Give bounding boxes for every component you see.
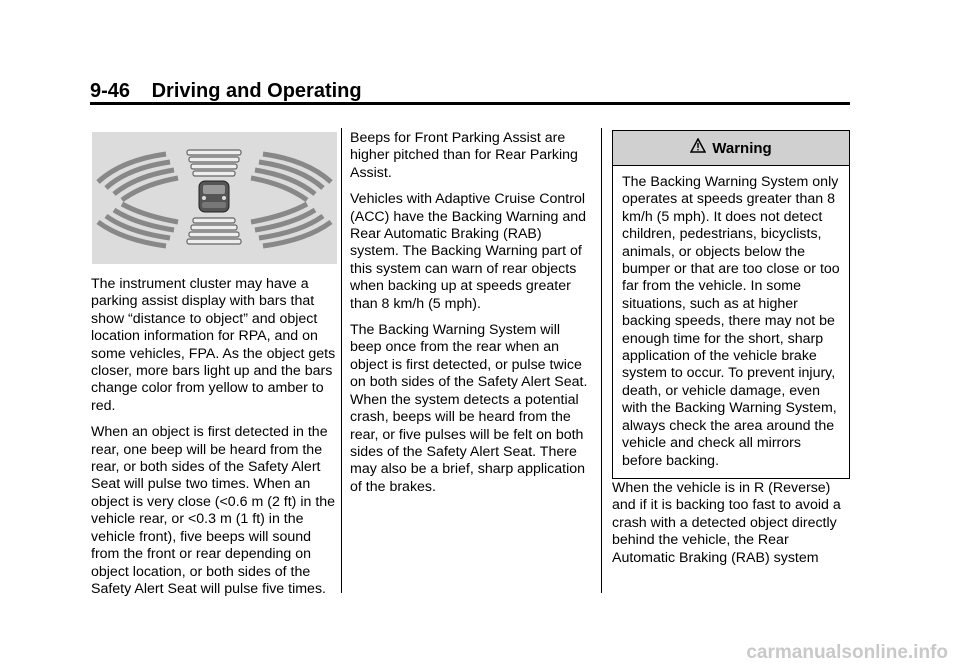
- section-title: Driving and Operating: [151, 80, 362, 102]
- header-rule: [90, 102, 850, 105]
- paragraph: The instrument cluster may have a parking assist display with bars that show “distance to object” and object location information for RPA, and on some vehicles, FPA. As the object gets closer, more bars light up and the bars change color from yellow to amber to red.: [91, 276, 336, 414]
- parking-assist-bars-icon: [92, 132, 337, 264]
- text-column-2: [350, 130, 592, 505]
- page-header: [90, 80, 362, 103]
- text-column-1: [91, 276, 339, 607]
- paragraph: When an object is first detected in the rear, one beep will be heard from the rear, or both sides of the Safety Alert Seat will pulse two times. When an object is very close (<0.6 m (2 ft) in the vehicle rear, or <0.3 m (1 ft) in the vehicle front), five beeps will sound from the front or rear depending on object location, or both sides of the Safety Alert Seat will pulse five times.: [91, 424, 336, 597]
- text-column-3: [612, 480, 850, 576]
- column-divider: [601, 128, 602, 593]
- paragraph: When the vehicle is in R (Reverse) and if it is backing too fast to avoid a crash with a detected object directly behind the vehicle, the Rear Automatic Braking (RAB) system: [612, 480, 841, 566]
- watermark: carmanualsonline.info: [746, 642, 948, 663]
- parking-assist-display-illustration: [92, 132, 337, 264]
- paragraph: Beeps for Front Parking Assist are higher pitched than for Rear Parking Assist.: [350, 130, 578, 181]
- warning-title: Warning: [712, 139, 772, 157]
- column-divider: [341, 128, 342, 593]
- warning-header: [613, 131, 849, 166]
- warning-triangle-icon: [690, 138, 706, 158]
- page-number: 9-46: [90, 80, 131, 102]
- paragraph: The Backing Warning System will beep once from the rear when an object is first detected, or pulse twice on both sides of the Safety Alert Seat. When the system detects a potential crash, beeps will be heard from the rear, or five pulses will be felt on both sides of the Safety Alert Seat. There may also be a brief, sharp application of the brakes.: [350, 322, 588, 495]
- warning-text: The Backing Warning System only operates at speeds greater than 8 km/h (5 mph). It does not detect children, pedestrians, bicyclists, animals, or objects below the bumper or that are too close or too far from the vehicle. In some situations, such as at higher backing speeds, there may not be enough time for the short, sharp application of the vehicle brake system to occur. To prevent injury, death, or vehicle damage, even with the Backing Warning System, always check the area around the vehicle and check all mirrors before backing.: [622, 174, 840, 469]
- paragraph: Vehicles with Adaptive Cruise Control (ACC) have the Backing Warning and Rear Automatic Braking (RAB) system. The Backing Warning part of this system can warn of rear objects when backing up at speeds greater than 8 km/h (5 mph).: [350, 191, 587, 312]
- warning-box: [612, 130, 850, 479]
